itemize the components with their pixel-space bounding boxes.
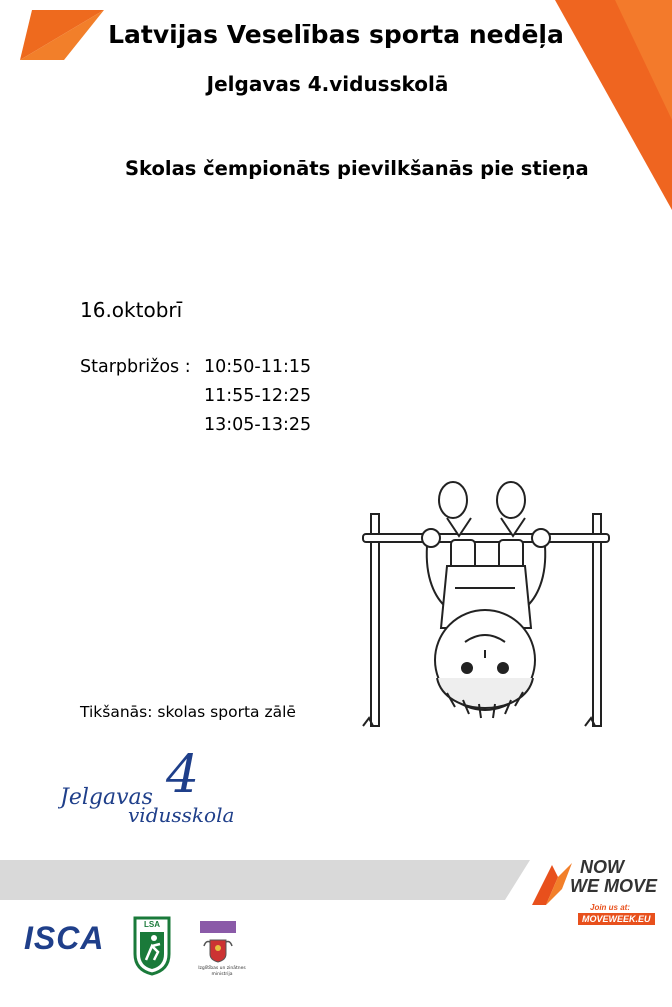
page-subtitle: Jelgavas 4.vidusskolā xyxy=(206,72,449,96)
now-we-move-url[interactable]: MOVEWEEK.EU xyxy=(578,913,655,925)
now-we-move-join: Join us at: xyxy=(590,903,631,912)
school-logo xyxy=(58,752,238,830)
ministry-coat-of-arms-icon xyxy=(202,936,234,964)
lsa-logo xyxy=(132,916,172,976)
ministry-logo xyxy=(190,918,252,984)
time-slot: 10:50-11:15 xyxy=(204,357,312,377)
time-slot: 11:55-12:25 xyxy=(204,386,312,406)
school-logo-word1: Jelgavas xyxy=(60,785,153,810)
times-label: Starpbrižos : xyxy=(80,357,191,377)
lsa-logo-text: LSA xyxy=(144,920,160,929)
school-logo-word2: vidusskola xyxy=(128,803,235,827)
meeting-location: Tikšanās: skolas sporta zālē xyxy=(80,703,296,721)
isca-logo xyxy=(24,920,124,954)
pullup-bar-illustration xyxy=(355,478,617,730)
ministry-color-bar xyxy=(200,921,236,933)
event-name: Skolas čempionāts pievilkšanās pie stieņa xyxy=(125,157,589,180)
now-we-move-arrow-icon xyxy=(528,861,574,907)
school-logo-numeral: 4 xyxy=(166,752,200,805)
isca-logo-text: ISCA xyxy=(24,920,105,954)
now-we-move-line1: NOW xyxy=(580,857,624,877)
event-date: 16.oktobrī xyxy=(80,298,183,322)
now-we-move-logo xyxy=(528,855,658,925)
page-title: Latvijas Veselības sporta nedēļa xyxy=(108,20,564,49)
time-slot: 13:05-13:25 xyxy=(204,415,312,435)
now-we-move-line2: WE MOVE xyxy=(570,876,658,896)
ministry-name: Izglītības un zinātnes ministrija xyxy=(198,966,246,977)
